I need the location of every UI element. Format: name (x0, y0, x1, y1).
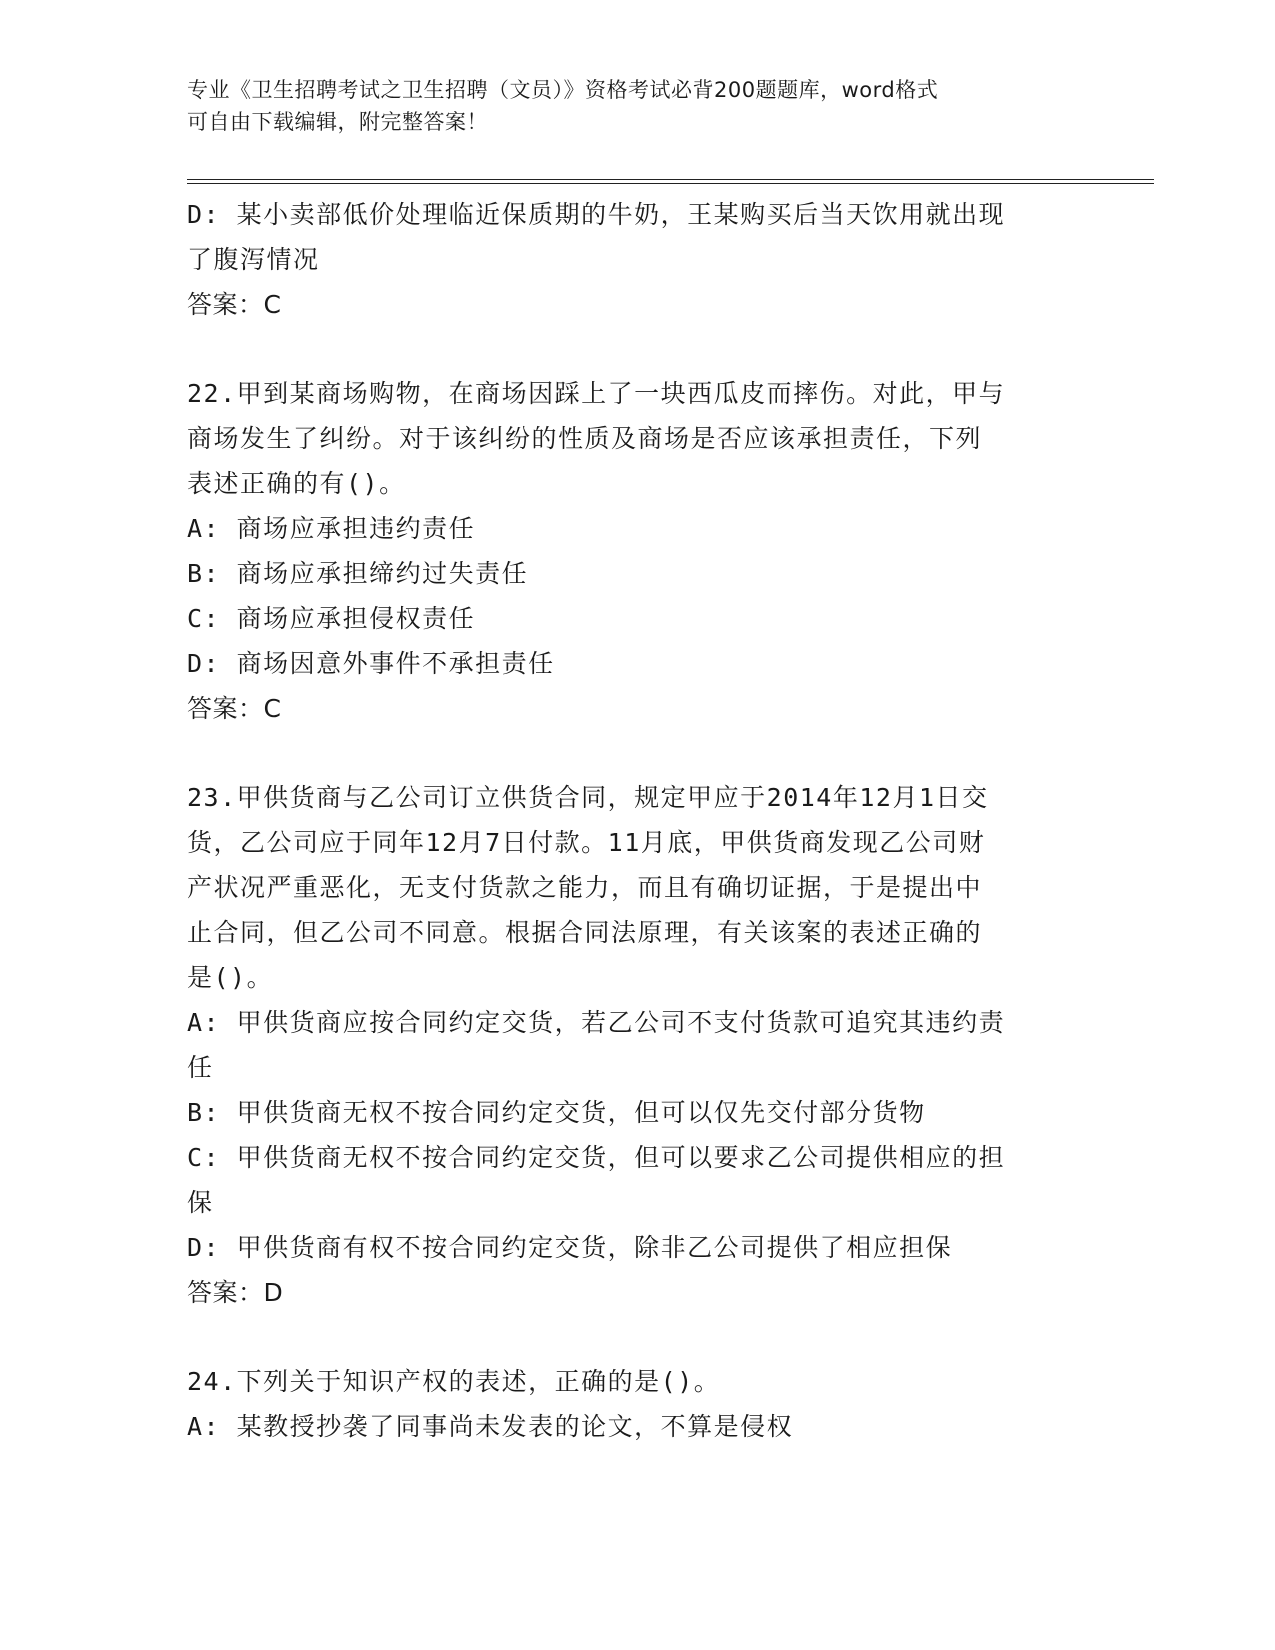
answer: 答案：C (187, 694, 282, 723)
option-a: A: 商场应承担违约责任 (187, 514, 476, 543)
question-stem: 23.甲供货商与乙公司订立供货合同，规定甲应于2014年12月1日交 (187, 783, 989, 812)
option-d: D: 甲供货商有权不按合同约定交货，除非乙公司提供了相应担保 (187, 1233, 953, 1262)
option-d: D: 某小卖部低价处理临近保质期的牛奶，王某购买后当天饮用就出现 (187, 200, 1006, 229)
question-stem: 表述正确的有()。 (187, 469, 406, 498)
answer: 答案：C (187, 290, 282, 319)
option-b: B: 商场应承担缔约过失责任 (187, 559, 529, 588)
question-stem: 24.下列关于知识产权的表述，正确的是()。 (187, 1367, 721, 1396)
question-stem: 是()。 (187, 963, 274, 992)
question-22 (187, 371, 1087, 731)
question-24 (187, 1359, 1087, 1449)
header-rule-top (187, 179, 1154, 180)
answer: 答案：D (187, 1278, 284, 1307)
question-stem: 22.甲到某商场购物，在商场因踩上了一块西瓜皮而摔伤。对此，甲与 (187, 379, 1006, 408)
option-d: D: 商场因意外事件不承担责任 (187, 649, 555, 678)
document-header (187, 74, 1087, 138)
option-a-continued: 任 (187, 1053, 214, 1082)
question-stem: 止合同，但乙公司不同意。根据合同法原理，有关该案的表述正确的 (187, 918, 983, 947)
question-23 (187, 775, 1087, 1315)
document-body (187, 192, 1087, 1449)
option-c: C: 甲供货商无权不按合同约定交货，但可以要求乙公司提供相应的担 (187, 1143, 1006, 1172)
option-b: B: 甲供货商无权不按合同约定交货，但可以仅先交付部分货物 (187, 1098, 926, 1127)
option-a: A: 某教授抄袭了同事尚未发表的论文，不算是侵权 (187, 1412, 794, 1441)
option-c-continued: 保 (187, 1188, 214, 1217)
option-d-continued: 了腹泻情况 (187, 245, 320, 274)
question-stem: 产状况严重恶化，无支付货款之能力，而且有确切证据，于是提出中 (187, 873, 983, 902)
question-stem: 商场发生了纠纷。对于该纠纷的性质及商场是否应该承担责任，下列 (187, 424, 983, 453)
header-line-2: 可自由下载编辑，附完整答案！ (187, 110, 488, 134)
header-rule-bottom (187, 183, 1154, 184)
option-a: A: 甲供货商应按合同约定交货，若乙公司不支付货款可追究其违约责 (187, 1008, 1006, 1037)
header-line-1: 专业《卫生招聘考试之卫生招聘（文员）》资格考试必背200题题库，word格式 (187, 78, 939, 102)
option-c: C: 商场应承担侵权责任 (187, 604, 476, 633)
question-21-tail (187, 192, 1087, 327)
question-stem: 货，乙公司应于同年12月7日付款。11月底，甲供货商发现乙公司财 (187, 828, 986, 857)
